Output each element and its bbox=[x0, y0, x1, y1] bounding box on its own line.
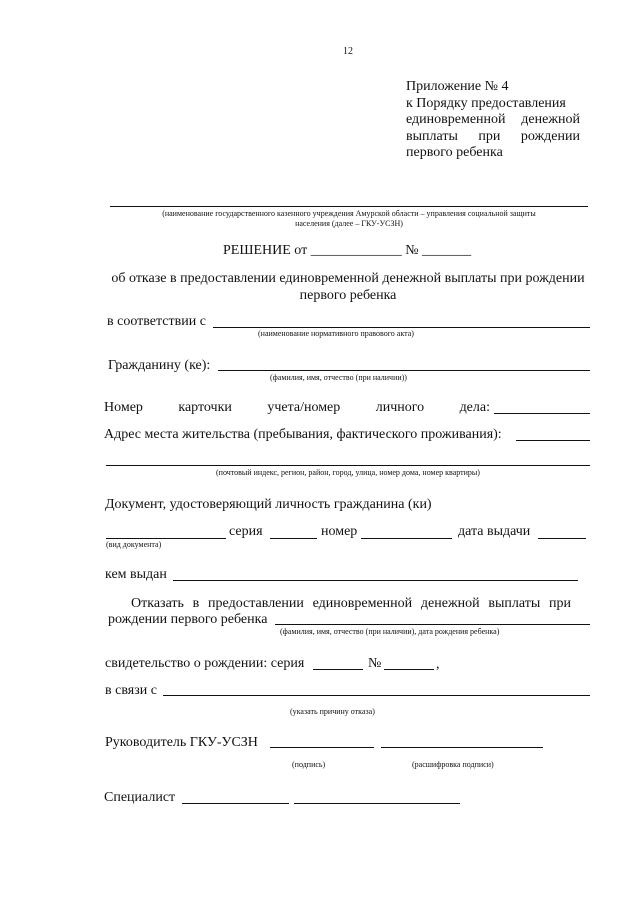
issued-by-field[interactable] bbox=[173, 580, 578, 581]
appendix-block bbox=[406, 79, 580, 162]
address-field-2[interactable] bbox=[106, 465, 590, 466]
page-number: 12 bbox=[343, 46, 353, 57]
document-type-field[interactable] bbox=[106, 538, 226, 539]
citizen-field[interactable] bbox=[218, 370, 590, 371]
appendix-line-5: первого ребенка bbox=[406, 145, 503, 160]
refuse-line-2: рождении первого ребенка bbox=[108, 612, 268, 627]
citizen-caption: (фамилия, имя, отчество (при наличии)) bbox=[270, 373, 407, 382]
card-word-2: карточки bbox=[178, 400, 232, 415]
issue-date-field[interactable] bbox=[538, 538, 586, 539]
accordance-label: в соответствии с bbox=[107, 314, 206, 329]
child-caption: (фамилия, имя, отчество (при наличии), дата рождения ребенка) bbox=[280, 627, 500, 636]
birth-cert-number-field[interactable] bbox=[384, 669, 434, 670]
head-signature-field[interactable] bbox=[270, 747, 374, 748]
signature-decode-caption: (расшифровка подписи) bbox=[412, 760, 494, 769]
institution-caption-1: (наименование государственного казенного учреждения Амурской области – управления социальной защиты bbox=[162, 209, 536, 218]
subject-line-2: первого ребенка bbox=[299, 288, 397, 303]
subject-line-1: об отказе в предоставлении единовременной денежной выплаты при рождении bbox=[111, 271, 585, 286]
signature-caption: (подпись) bbox=[292, 760, 326, 769]
citizen-label: Гражданину (ке): bbox=[108, 358, 211, 373]
reason-label: в связи с bbox=[105, 683, 157, 698]
birth-cert-label: свидетельство о рождении: серия bbox=[105, 656, 305, 671]
id-document-label: Документ, удостоверяющий личность гражданина (ки) bbox=[105, 497, 432, 512]
document-type-caption: (вид документа) bbox=[106, 540, 162, 549]
appendix-line-3: единовременной денежной bbox=[406, 112, 580, 127]
accordance-field[interactable] bbox=[213, 327, 590, 328]
series-field[interactable] bbox=[270, 538, 317, 539]
decision-header: РЕШЕНИЕ от _____________ № _______ bbox=[223, 243, 472, 258]
child-field[interactable] bbox=[275, 624, 590, 625]
card-word-5: дела: bbox=[459, 400, 490, 415]
number-label: номер bbox=[321, 524, 358, 539]
address-field-1[interactable] bbox=[516, 440, 590, 441]
card-number-row bbox=[104, 400, 490, 416]
address-label: Адрес места жительства (пребывания, фактического проживания): bbox=[104, 427, 502, 442]
refuse-line-1: Отказать в предоставлении единовременной денежной выплаты при bbox=[131, 596, 571, 611]
birth-cert-comma: , bbox=[436, 657, 440, 672]
birth-cert-no-label: № bbox=[368, 656, 382, 671]
number-field[interactable] bbox=[361, 538, 452, 539]
head-signature-decode-field[interactable] bbox=[381, 747, 543, 748]
institution-caption-2: населения (далее – ГКУ-УСЗН) bbox=[295, 219, 403, 228]
head-label: Руководитель ГКУ-УСЗН bbox=[105, 735, 258, 750]
specialist-signature-decode-field[interactable] bbox=[294, 803, 460, 804]
issue-date-label: дата выдачи bbox=[458, 524, 531, 539]
card-word-3: учета/номер bbox=[267, 400, 341, 415]
reason-caption: (указать причину отказа) bbox=[290, 707, 375, 716]
institution-field[interactable] bbox=[110, 206, 588, 207]
card-number-field[interactable] bbox=[494, 413, 590, 414]
specialist-label: Специалист bbox=[104, 790, 176, 805]
card-word-1: Номер bbox=[104, 400, 143, 415]
appendix-line-2: к Порядку предоставления bbox=[406, 95, 566, 111]
address-caption: (почтовый индекс, регион, район, город, улица, номер дома, номер квартиры) bbox=[216, 468, 480, 477]
series-label: серия bbox=[229, 524, 263, 539]
specialist-signature-field[interactable] bbox=[182, 803, 289, 804]
appendix-line-1: Приложение № 4 bbox=[406, 79, 509, 94]
issued-by-label: кем выдан bbox=[105, 567, 167, 582]
card-word-4: личного bbox=[375, 400, 425, 415]
birth-cert-series-field[interactable] bbox=[313, 669, 363, 670]
appendix-line-4: выплаты при рождении bbox=[406, 128, 580, 144]
reason-field[interactable] bbox=[163, 695, 590, 696]
accordance-caption: (наименование нормативного правового акта) bbox=[258, 329, 414, 338]
